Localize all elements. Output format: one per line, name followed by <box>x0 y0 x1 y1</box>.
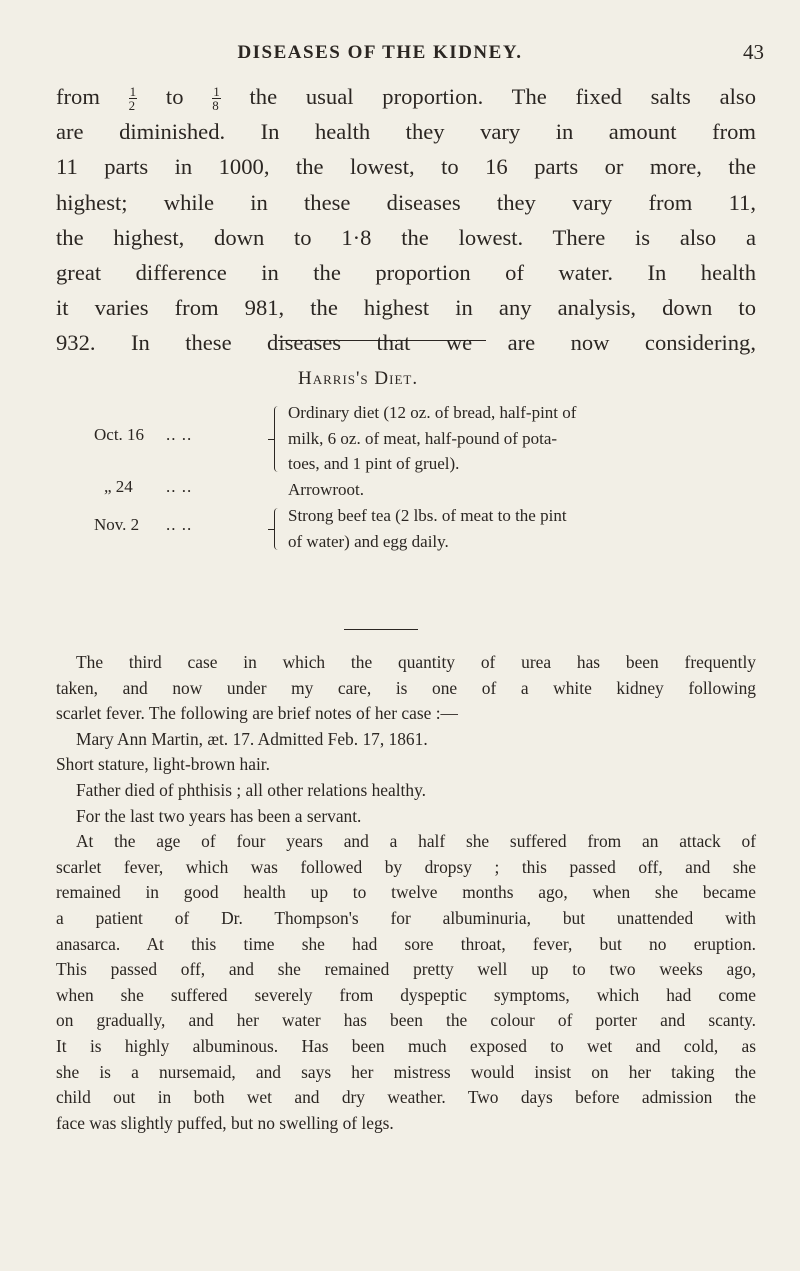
text-fragment: to <box>165 84 184 109</box>
fraction-numerator: 1 <box>213 84 220 100</box>
case-line: The third case in which the quantity of urea has been frequently <box>76 652 756 672</box>
paragraph-line: 932. In these diseases that we are now considering, <box>56 330 756 356</box>
diet-date: Oct. 16 <box>94 425 145 444</box>
running-title: DISEASES OF THE KIDNEY. <box>237 42 523 63</box>
case-line: scarlet fever. The following are brief notes of her case :— <box>56 703 458 724</box>
case-line: At the age of four years and a half she suffered from an attack of <box>76 831 756 852</box>
diet-entry-line: Arrowroot. <box>288 480 365 499</box>
case-line: child out in both wet and dry weather. Two days before admission the <box>56 1087 756 1108</box>
opening-paragraph <box>56 79 756 361</box>
case-line: taken, and now under my care, is one of a white kidney following <box>56 677 756 698</box>
diet-entry-line: milk, 6 oz. of meat, half-pound of pota- <box>288 428 558 448</box>
case-line: scarlet fever, which was followed by dropsy ; this passed off, and she <box>56 856 756 877</box>
case-line: when she suffered severely from dyspeptic symptoms, which had come <box>56 984 756 1005</box>
diet-entry-line: Ordinary diet (12 oz. of bread, half-pint of <box>288 403 577 422</box>
section-divider <box>344 629 418 630</box>
brace-icon <box>274 406 281 472</box>
diet-leader-dots: .. .. <box>166 515 193 534</box>
diet-entry <box>288 477 658 503</box>
case-line: For the last two years has been a servant. <box>76 805 362 826</box>
diet-entry <box>288 503 658 554</box>
diet-date: „ 24 <box>104 477 133 496</box>
diet-leader-dots: .. .. <box>166 425 193 444</box>
fraction-eighth <box>212 85 221 112</box>
brace-icon <box>274 508 281 550</box>
diet-heading: Harris's Diet. <box>298 368 419 389</box>
case-line: face was slightly puffed, but no swelling of legs. <box>56 1112 394 1133</box>
case-line: Mary Ann Martin, æt. 17. Admitted Feb. 17, 1861. <box>76 728 428 749</box>
case-line: remained in good health up to twelve months ago, when she became <box>56 882 756 903</box>
paragraph-line: great difference in the proportion of water. In health <box>56 260 756 286</box>
text-fragment: the usual proportion. The fixed salts also <box>249 84 756 109</box>
fraction-numerator: 1 <box>129 84 137 100</box>
diet-entry-line: of water) and egg daily. <box>288 531 449 551</box>
paragraph-line: are diminished. In health they vary in amount from <box>56 119 756 145</box>
case-line: It is highly albuminous. Has been much exposed to wet and cold, as <box>56 1035 756 1056</box>
case-line: anasarca. At this time she had sore throat, fever, but no eruption. <box>56 933 756 954</box>
paragraph-line: it varies from 981, the highest in any analysis, down to <box>56 295 756 321</box>
diet-entry <box>288 400 658 477</box>
fraction-denominator: 2 <box>128 98 136 114</box>
running-head <box>0 38 800 68</box>
paragraph-line: the highest, down to 1·8 the lowest. There is also a <box>56 224 756 250</box>
fraction-half <box>129 85 138 112</box>
section-divider <box>278 340 486 341</box>
case-notes <box>56 650 756 1136</box>
case-line: This passed off, and she remained pretty well up to two weeks ago, <box>56 959 756 980</box>
case-line: she is a nursemaid, and says her mistress would insist on her taking the <box>56 1061 756 1082</box>
case-line: a patient of Dr. Thompson's for albuminuria, but unattended with <box>56 907 756 928</box>
case-line: Short stature, light-brown hair. <box>56 754 270 775</box>
diet-entry-line: toes, and 1 pint of gruel). <box>288 454 460 473</box>
paragraph-line <box>56 79 756 114</box>
case-line: on gradually, and her water has been the colour of porter and scanty. <box>56 1010 756 1031</box>
diet-entry-line: Strong beef tea (2 lbs. of meat to the pint <box>288 506 567 525</box>
diet-date: Nov. 2 <box>94 515 140 534</box>
text-fragment: from <box>56 84 100 109</box>
fraction-denominator: 8 <box>212 98 219 114</box>
page-number: 43 <box>743 40 764 64</box>
paragraph-line: highest; while in these diseases they vary from 11, <box>56 189 756 215</box>
case-line: Father died of phthisis ; all other relations healthy. <box>76 779 426 800</box>
diet-leader-dots: .. .. <box>166 477 193 496</box>
paragraph-line: 11 parts in 1000, the lowest, to 16 parts or more, the <box>56 154 756 180</box>
